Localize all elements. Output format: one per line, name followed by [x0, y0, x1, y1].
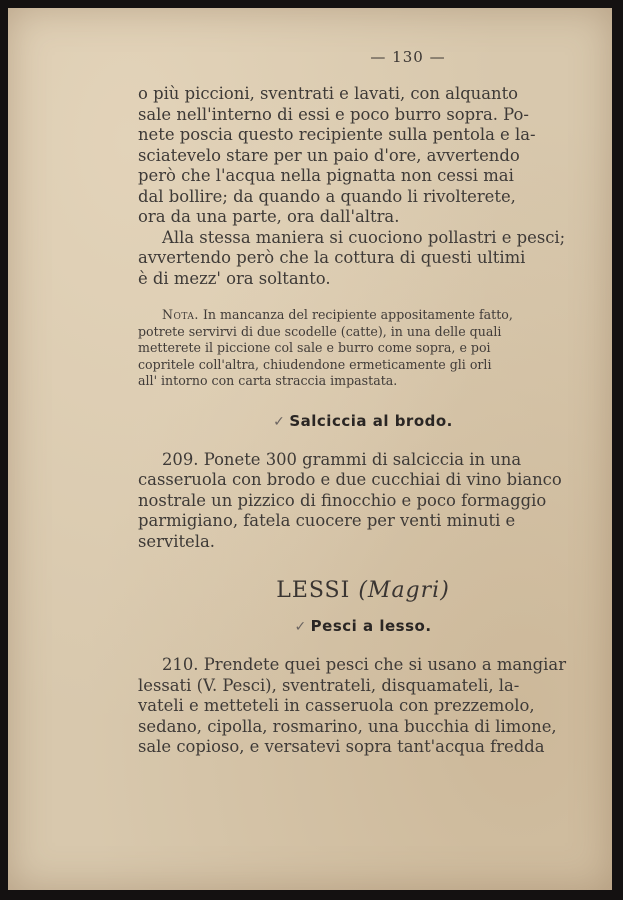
text-line: è di mezz' ora soltanto.	[138, 268, 331, 288]
recipe-209-title: Salciccia al brodo.	[289, 411, 453, 430]
section-title	[138, 578, 588, 603]
text-line: servitela.	[138, 531, 215, 551]
text-line: metterete il piccione col sale e burro come sopra, e poi	[138, 340, 491, 356]
recipe-210-heading	[138, 617, 588, 635]
section-title-text: LESSI	[276, 578, 351, 604]
text-line: all' intorno con carta straccia impastata.	[138, 373, 398, 389]
text-line: 210. Prendete quei pesci che si usano a mangiar	[162, 655, 567, 675]
text-line: sciatevelo stare per un paio d'ore, avvertendo	[138, 145, 520, 165]
text-line: dal bollire; da quando a quando li rivolterete,	[138, 186, 516, 206]
check-mark-icon: ✓	[273, 413, 286, 430]
section-subtitle: (Magri)	[358, 578, 450, 604]
text-line: potrete servirvi di due scodelle (catte), in una delle quali	[138, 323, 502, 339]
text-line: sale copioso, e versatevi sopra tant'acqua fredda	[138, 737, 545, 757]
text-line: 209. Ponete 300 grammi di salciccia in una	[162, 449, 522, 469]
text-line: vateli e metteteli in casseruola con prezzemolo,	[138, 696, 535, 716]
text-line: nete poscia questo recipiente sulla pentola e la-	[138, 125, 536, 144]
text-line: ora da una parte, ora dall'altra.	[138, 207, 400, 226]
text-line: In mancanza del recipiente appositamente fatto,	[202, 307, 513, 322]
text-line: sale nell'interno di essi e poco burro sopra. Po-	[138, 104, 529, 124]
recipe-210-body	[138, 655, 588, 758]
text-line: o più piccioni, sventrati e lavati, con alquanto	[138, 84, 519, 103]
book-page	[138, 48, 588, 758]
intro-paragraph	[138, 84, 588, 228]
nota-first-line	[138, 307, 588, 324]
recipe-209-body	[138, 450, 588, 553]
text-line: però che l'acqua nella pignatta non cessi mai	[138, 166, 514, 185]
nota-label: Nota.	[162, 307, 199, 322]
recipe-210-title: Pesci a lesso.	[310, 617, 432, 636]
text-line: Alla stessa maniera si cuociono pollastri e pesci;	[162, 227, 566, 247]
text-line: copritele coll'altra, chiudendone ermeticamente gli orli	[138, 356, 492, 372]
page-frame	[8, 8, 612, 890]
nota-block	[138, 307, 588, 390]
text-line: parmigiano, fatela cuocere per venti minuti e	[138, 511, 516, 531]
check-mark-icon: ✓	[294, 619, 307, 636]
text-line: casseruola con brodo e due cucchiai di vino bianco	[138, 470, 562, 490]
page-number: — 130 —	[370, 48, 446, 66]
text-line: nostrale un pizzico di finocchio e poco formaggio	[138, 490, 547, 510]
second-paragraph	[138, 228, 588, 290]
text-line: avvertendo però che la cottura di questi ultimi	[138, 248, 526, 267]
text-line: lessati (V. Pesci), sventrateli, disquamateli, la-	[138, 675, 520, 695]
recipe-209-heading	[138, 412, 588, 430]
text-line: sedano, cipolla, rosmarino, una bucchia di limone,	[138, 716, 557, 736]
